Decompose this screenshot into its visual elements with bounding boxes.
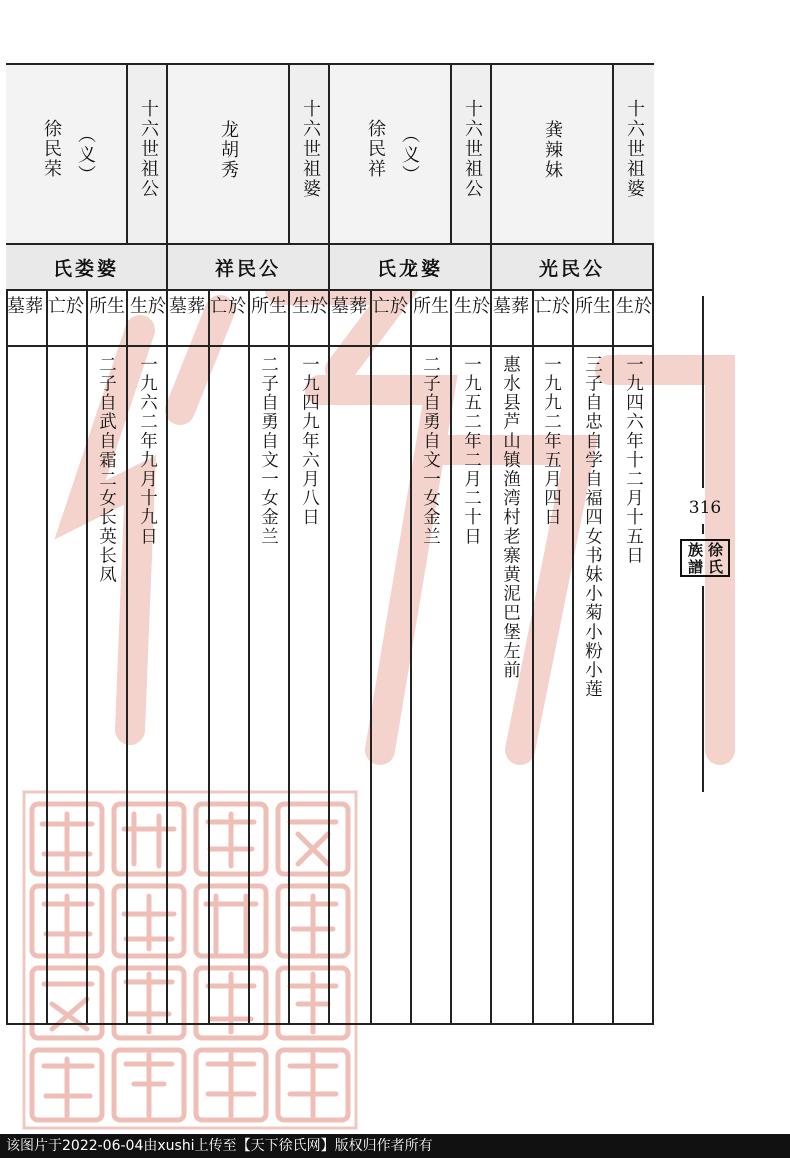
generation-cell	[614, 65, 654, 243]
field-divider	[288, 289, 290, 1023]
side-rule	[702, 296, 704, 488]
field-divider	[532, 289, 534, 1023]
born-label: 生於	[454, 296, 490, 317]
field-divider	[410, 289, 412, 1023]
field-divider	[248, 289, 250, 1023]
header-divider	[450, 65, 452, 243]
side-margin	[660, 296, 750, 796]
generation-label: 十六世祖公	[138, 99, 159, 199]
person-name-note: （义）	[399, 125, 420, 185]
group-divider	[490, 65, 492, 1023]
person-name-note: （义）	[75, 125, 96, 185]
field-divider	[370, 289, 372, 1023]
side-rule	[702, 524, 704, 534]
page-number: 316	[688, 498, 722, 518]
died-label: 亡於	[210, 296, 246, 317]
group-divider	[166, 65, 168, 1023]
died-label: 亡於	[372, 296, 408, 317]
field-divider	[572, 289, 574, 1023]
children-value: 二子自武自霜二女长英长凤	[96, 355, 117, 585]
born-label: 生於	[130, 296, 166, 317]
header-divider	[126, 65, 128, 243]
upload-notice-bar: 该图片于2022-06-04由xushi上传至【天下徐氏网】版权归作者所有	[0, 1134, 790, 1158]
group-divider	[328, 65, 330, 1023]
burial-label: 墓葬	[7, 296, 43, 317]
burial-value: 惠水县芦山镇渔湾村老寨黄泥巴堡左前	[500, 355, 521, 680]
children-label: 所生	[575, 296, 611, 317]
burial-label: 墓葬	[169, 296, 205, 317]
header-divider	[288, 65, 290, 243]
name-cell	[6, 65, 128, 243]
person-name: 徐民祥	[365, 119, 386, 179]
brand-char: 族	[688, 541, 704, 559]
children-value: 二子自勇自文一女金兰	[420, 355, 441, 546]
field-divider	[208, 289, 210, 1023]
name-cell	[168, 65, 290, 243]
brand-char: 氏	[708, 558, 724, 576]
role-rule	[8, 289, 652, 291]
brand-char: 譜	[688, 558, 704, 576]
born-label: 生於	[292, 296, 328, 317]
person-name: 龚辣妹	[542, 120, 563, 180]
children-label: 所生	[89, 296, 125, 317]
generation-label: 十六世祖婆	[624, 99, 645, 199]
spouse-role-cell	[492, 245, 652, 289]
genealogy-brand-logo	[680, 539, 730, 577]
genealogy-table	[6, 63, 654, 1025]
spouse-role-cell	[6, 245, 166, 289]
generation-cell	[452, 65, 492, 243]
field-divider	[126, 289, 128, 1023]
died-label: 亡於	[48, 296, 84, 317]
born-value: 一九四六年十二月十五日	[623, 355, 644, 566]
header-divider	[612, 65, 614, 243]
children-value: 二子自勇自文一女金兰	[258, 355, 279, 546]
children-label: 所生	[413, 296, 449, 317]
generation-cell	[290, 65, 330, 243]
spouse-role: 氏龙婆	[376, 257, 443, 280]
children-value: 三子自忠自学自福四女书妹小菊小粉小莲	[582, 355, 603, 699]
generation-label: 十六世祖婆	[300, 99, 321, 199]
children-label: 所生	[251, 296, 287, 317]
generation-cell	[128, 65, 168, 243]
spouse-role: 氏娄婆	[52, 257, 119, 280]
header-rule	[8, 243, 652, 245]
born-value: 一九四九年六月八日	[299, 355, 320, 527]
person-name: 徐民荣	[41, 119, 62, 179]
name-cell	[492, 65, 614, 243]
generation-label: 十六世祖公	[462, 99, 483, 199]
brand-char: 徐	[708, 541, 724, 559]
died-label: 亡於	[534, 296, 570, 317]
died-value: 一九九二年五月四日	[541, 355, 562, 527]
spouse-role-cell	[168, 245, 328, 289]
field-divider	[612, 289, 614, 1023]
name-cell	[330, 65, 452, 243]
field-divider	[450, 289, 452, 1023]
spouse-role-cell	[330, 245, 490, 289]
burial-label: 墓葬	[331, 296, 367, 317]
person-name: 龙胡秀	[218, 120, 239, 180]
label-rule	[8, 345, 652, 347]
born-label: 生於	[616, 296, 652, 317]
born-value: 一九六二年九月十九日	[137, 355, 158, 546]
field-divider	[46, 289, 48, 1023]
burial-label: 墓葬	[493, 296, 529, 317]
side-rule	[702, 586, 704, 792]
born-value: 一九五二年二月二十日	[461, 355, 482, 546]
field-divider	[86, 289, 88, 1023]
spouse-role: 祥民公	[214, 257, 281, 280]
spouse-role: 光民公	[538, 257, 605, 280]
